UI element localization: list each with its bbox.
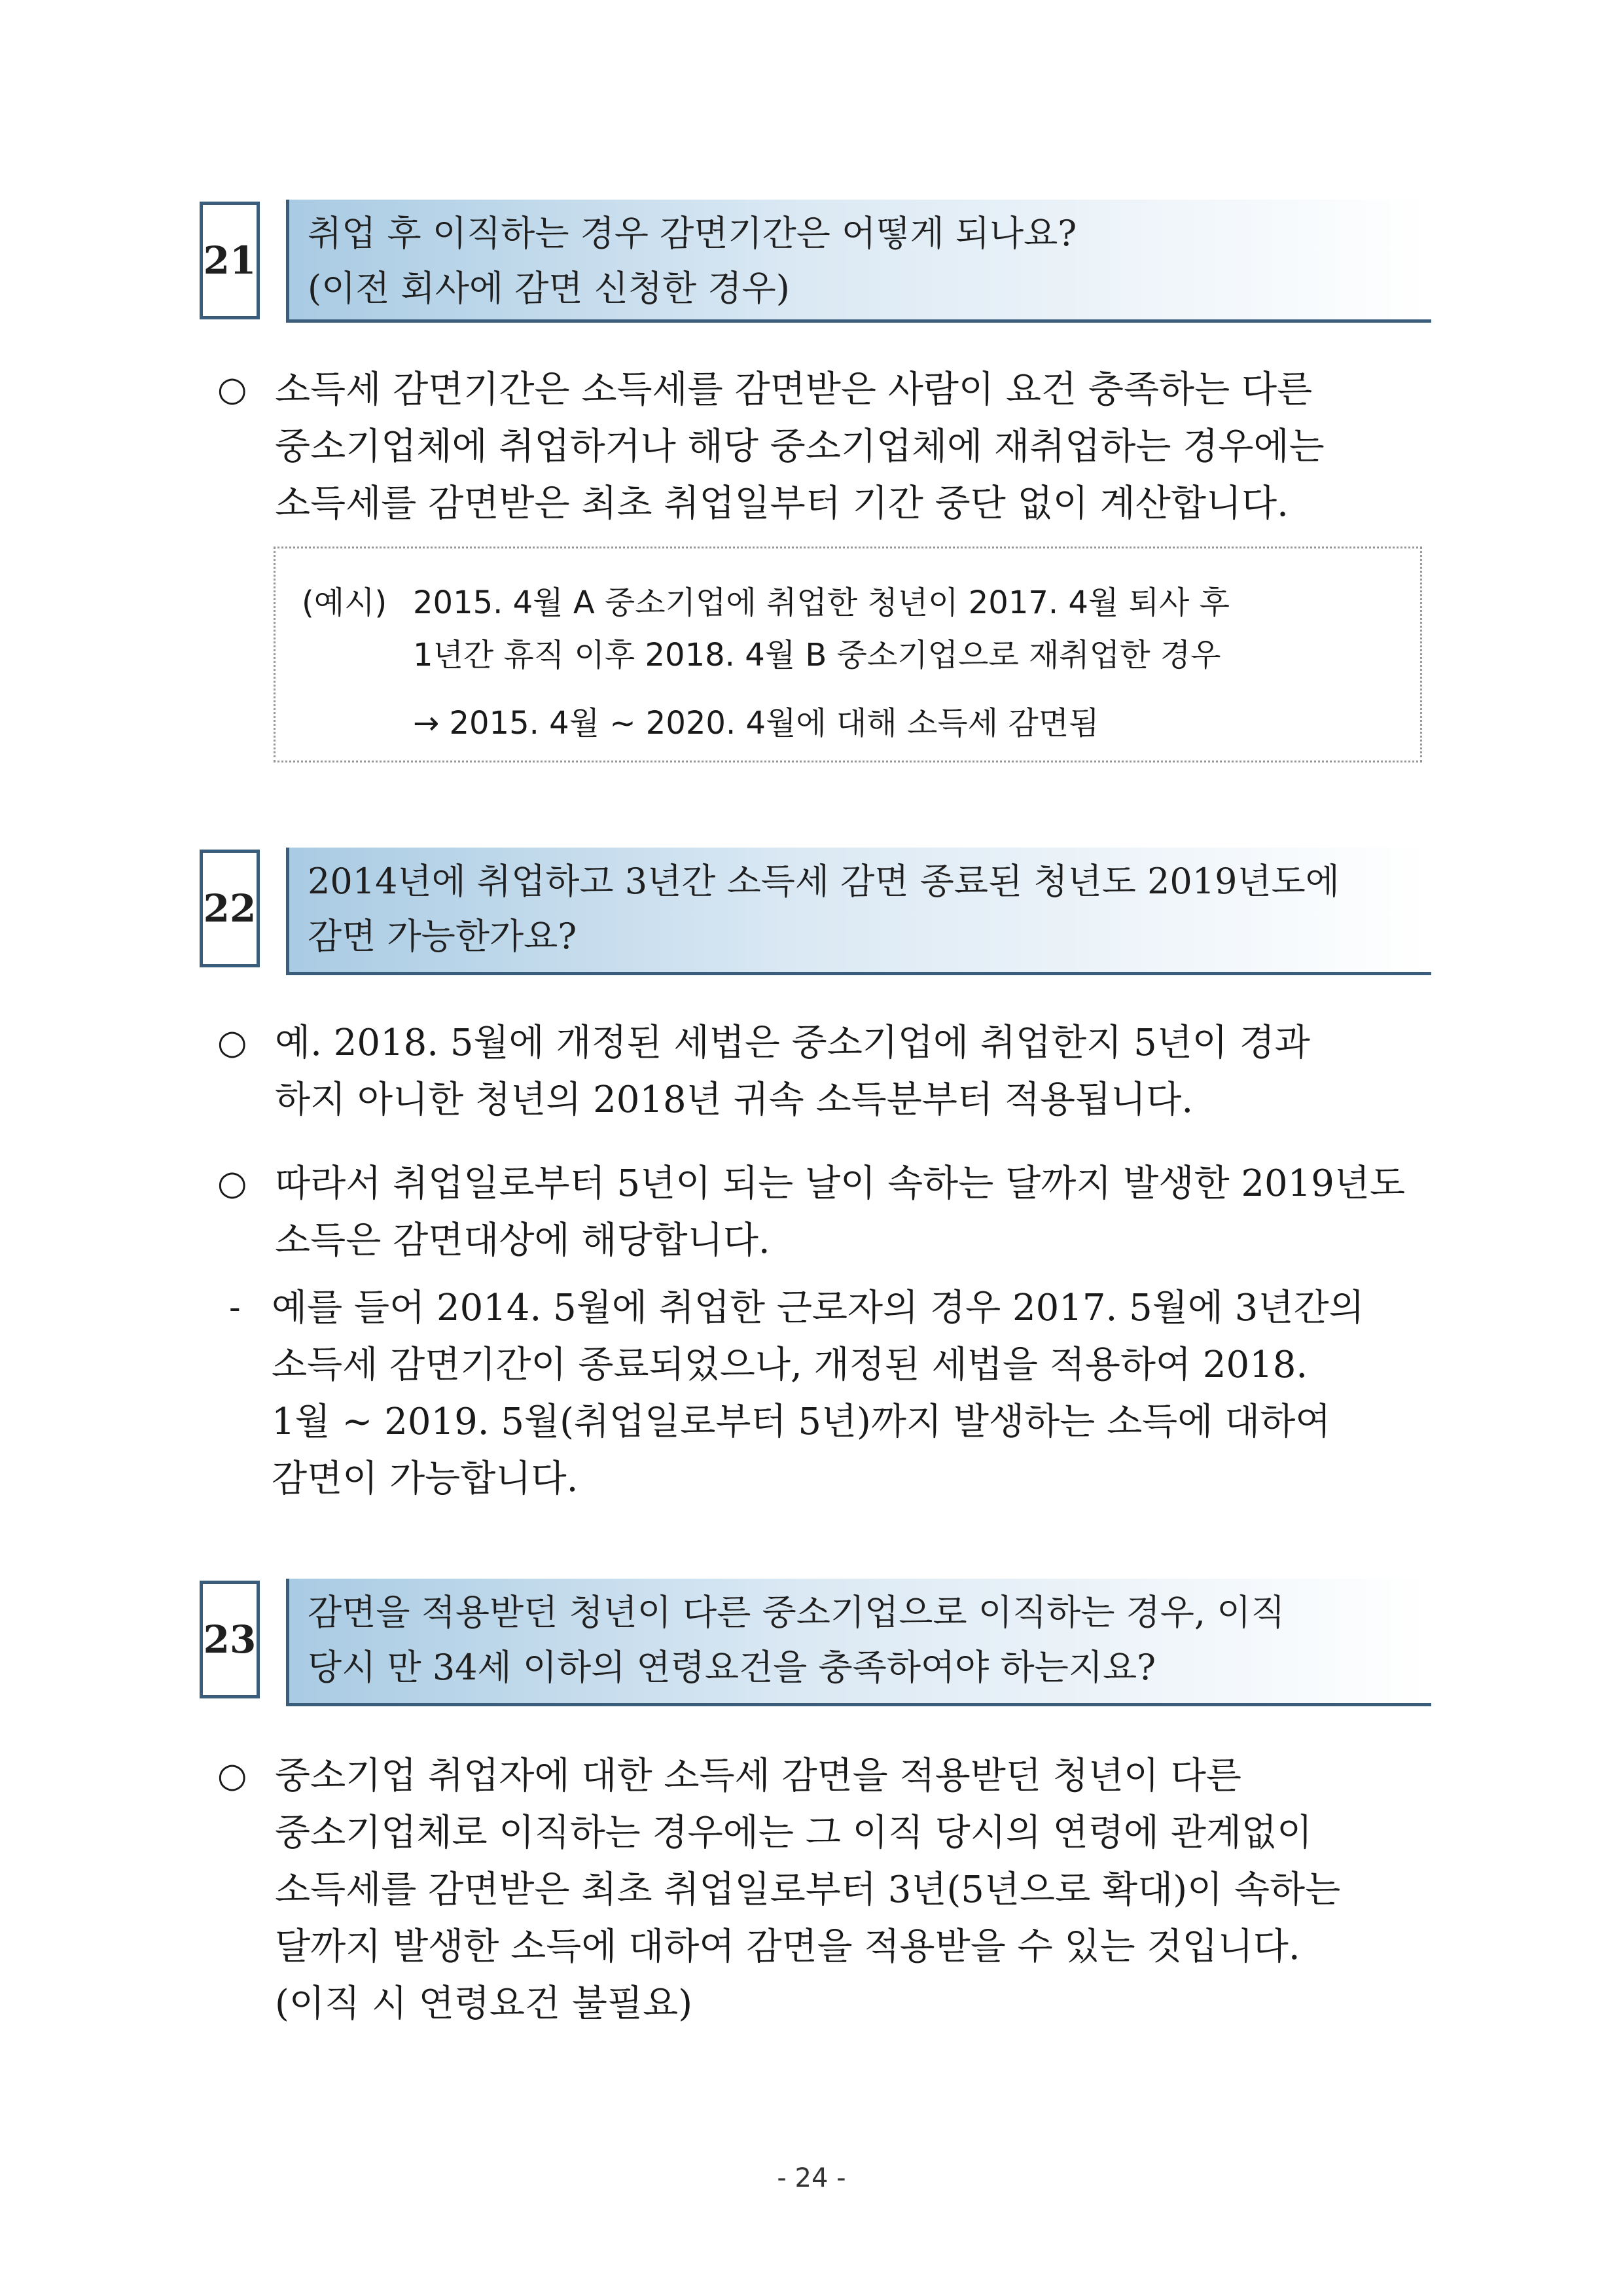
answer-23-line-3: 소득세를 감면받은 최초 취업일로부터 3년(5년으로 확대)이 속하는 [275,1869,1341,1911]
question-23-box [286,1579,1431,1706]
answer-21-text [275,361,1325,532]
answer-23-line-5: (이직 시 연령요건 불필요) [275,1982,693,2025]
answer-21-line-2: 중소기업체에 취업하거나 해당 중소기업체에 재취업하는 경우에는 [275,425,1325,468]
example-line-2: 1년간 휴직 이후 2018. 4월 B 중소기업으로 재취업한 경우 [413,637,1221,673]
answer-22-p3-line-1: 예를 들어 2014. 5월에 취업한 근로자의 경우 2017. 5월에 3년간의 [272,1287,1364,1329]
answer-22-p2-line-2: 소득은 감면대상에 해당합니다. [275,1219,770,1262]
question-number-23: 23 [200,1581,260,1698]
page-number: - 24 - [777,2163,846,2193]
answer-23-line-4: 달까지 발생한 소득에 대하여 감면을 적용받을 수 있는 것입니다. [275,1926,1300,1968]
answer-22-paragraph-3 [272,1280,1364,1507]
question-number-21: 21 [200,202,260,319]
question-23-line-2: 당시 만 34세 이하의 연령요건을 충족하여야 하는지요? [308,1647,1156,1688]
question-21-box [286,200,1431,323]
answer-22-p3-line-4: 감면이 가능합니다. [272,1458,579,1500]
question-22-line-1: 2014년에 취업하고 3년간 소득세 감면 종료된 청년도 2019년도에 [308,861,1340,902]
question-21-line-1: 취업 후 이직하는 경우 감면기간은 어떻게 되나요? [308,213,1077,254]
answer-22-p2-line-1: 따라서 취업일로부터 5년이 되는 날이 속하는 달까지 발생한 2019년도 [275,1162,1406,1205]
answer-22-p1-line-2: 하지 아니한 청년의 2018년 귀속 소득분부터 적용됩니다. [275,1079,1194,1121]
answer-22-p3-line-3: 1월 ~ 2019. 5월(취업일로부터 5년)까지 발생하는 소득에 대하여 [272,1401,1331,1443]
answer-21-line-3: 소득세를 감면받은 최초 취업일부터 기간 중단 없이 계산합니다. [275,482,1289,525]
example-box [274,547,1422,762]
answer-22-bullet-1: ○ [217,1023,247,1062]
question-22-box [286,848,1431,975]
question-22-line-2: 감면 가능한가요? [308,916,577,957]
answer-22-bullet-2: ○ [217,1164,247,1203]
example-tag: (예시) [302,584,387,621]
answer-22-dash: - [229,1288,241,1327]
answer-23-line-2: 중소기업체로 이직하는 경우에는 그 이직 당시의 연령에 관계없이 [275,1812,1313,1854]
answer-22-p3-line-2: 소득세 감면기간이 종료되었으나, 개정된 세법을 적용하여 2018. [272,1344,1308,1386]
answer-21-bullet: ○ [217,370,247,409]
answer-22-paragraph-1 [275,1014,1310,1128]
answer-21-line-1: 소득세 감면기간은 소득세를 감면받은 사람이 요건 충족하는 다른 [275,368,1313,411]
question-23-line-1: 감면을 적용받던 청년이 다른 중소기업으로 이직하는 경우, 이직 [308,1592,1285,1633]
example-line-1: 2015. 4월 A 중소기업에 취업한 청년이 2017. 4월 퇴사 후 [413,584,1230,621]
answer-23-line-1: 중소기업 취업자에 대한 소득세 감면을 적용받던 청년이 다른 [275,1755,1242,1797]
answer-23-bullet: ○ [217,1756,247,1795]
answer-22-p1-line-1: 예. 2018. 5월에 개정된 세법은 중소기업에 취업한지 5년이 경과 [275,1022,1310,1064]
answer-22-paragraph-2 [275,1155,1405,1269]
question-21-line-2: (이전 회사에 감면 신청한 경우) [308,268,790,309]
answer-23-text [275,1748,1340,2032]
question-number-22: 22 [200,850,260,967]
example-line-3: → 2015. 4월 ~ 2020. 4월에 대해 소득세 감면됨 [413,705,1099,742]
